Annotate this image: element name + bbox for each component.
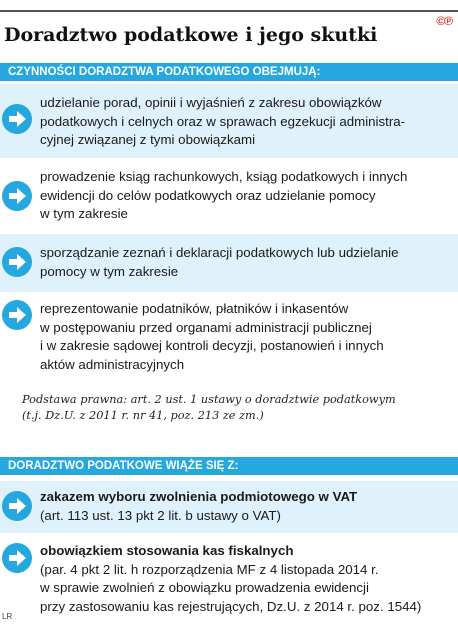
list-item-text: sporządzanie zeznań i deklaracji podatkowych lub udzielanie pomocy w tym zakresie	[40, 245, 399, 279]
copyright-badge: ©℗	[436, 14, 452, 28]
top-rule	[0, 10, 458, 12]
list-item-text: obowiązkiem stosowania kas fiskalnych (par. 4 pkt 2 lit. h rozporządzenia MF z 4 listopada 2014 r. w sprawie zwolnień z obowiązku prowadzenia ewidencji przy zastosowaniu kas rejestrujących, Dz.U. z 2014 r. poz. 1544)	[40, 543, 422, 614]
list-item-text: prowadzenie ksiąg rachunkowych, ksiąg podatkowych i innych ewidencji do celów podatkowych oraz udzielanie pomocy w tym zakresie	[40, 169, 408, 221]
section1-heading: CZYNNOŚCI DORADZTWA PODATKOWEGO OBEJMUJĄ:	[0, 63, 458, 81]
list-item-text: zakazem wyboru zwolnienia podmiotowego w VAT (art. 113 ust. 13 pkt 2 lit. b ustawy o VAT)	[40, 489, 358, 523]
legal-basis: Podstawa prawna: art. 2 ust. 1 ustawy o doradztwie podatkowym (t.j. Dz.U. z 2011 r. nr 41, poz. 213 ze zm.)	[22, 393, 396, 422]
list-item	[0, 537, 458, 617]
section2-heading: DORADZTWO PODATKOWE WIĄŻE SIĘ Z:	[0, 457, 458, 475]
credit: LR	[2, 612, 13, 621]
arrow-right-icon	[2, 247, 32, 277]
list-item	[0, 481, 458, 533]
list-item	[0, 296, 458, 380]
arrow-right-icon	[2, 104, 32, 134]
arrow-right-icon	[2, 300, 32, 330]
arrow-right-icon	[2, 491, 32, 521]
list-item-text: udzielanie porad, opinii i wyjaśnień z zakresu obowiązków podatkowych i celnych oraz w sprawach egzekucji administra- cyjnej związanej z tymi obowiązkami	[40, 95, 406, 147]
arrow-right-icon	[2, 181, 32, 211]
list-item-text: reprezentowanie podatników, płatników i inkasentów w postępowaniu przed organami administracji publicznej i w zakresie sądowej kontroli decyzji, postanowień i innych aktów administracyjnych	[40, 301, 384, 372]
page-title: Doradztwo podatkowe i jego skutki	[4, 24, 378, 46]
list-item	[0, 161, 458, 231]
arrow-right-icon	[2, 543, 32, 573]
list-item	[0, 84, 458, 158]
list-item	[0, 234, 458, 292]
